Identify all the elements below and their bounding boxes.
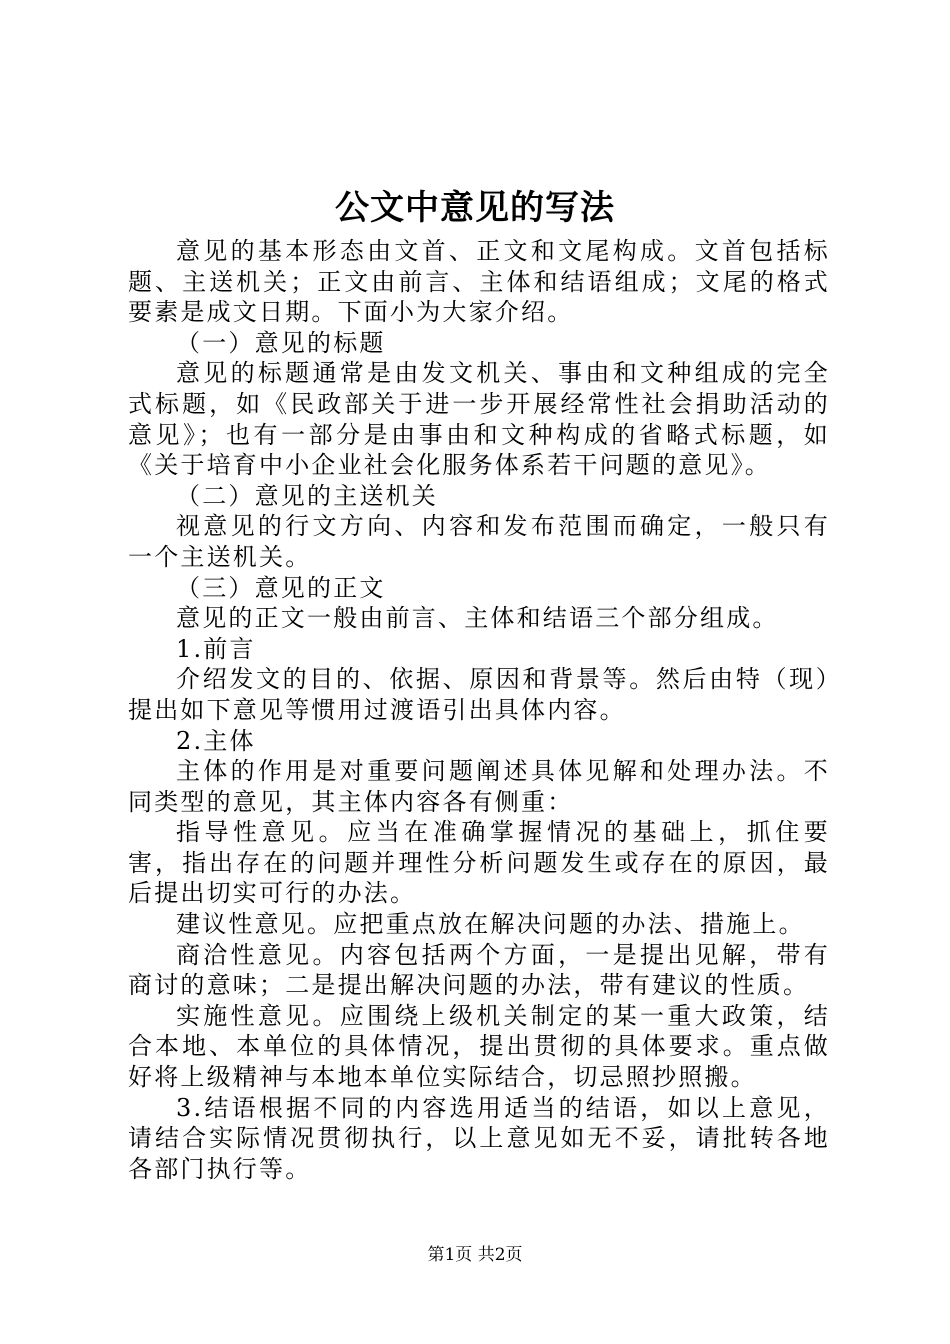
paragraph-consultative-opinion: 商洽性意见。内容包括两个方面，一是提出见解，带有商讨的意味；二是提出解决问题的办法，带有建议的性质。 <box>128 940 830 1000</box>
paragraph-conclusion: 3.结语根据不同的内容选用适当的结语，如以上意见，请结合实际情况贯彻执行，以上意见如无不妥，请批转各地各部门执行等。 <box>128 1093 830 1183</box>
paragraph-suggestive-opinion: 建议性意见。应把重点放在解决问题的办法、措施上。 <box>176 910 805 939</box>
subheading-preface: 1.前言 <box>176 634 256 663</box>
paragraph-body-desc: 意见的正文一般由前言、主体和结语三个部分组成。 <box>176 604 779 633</box>
section-heading-title: （一）意见的标题 <box>176 328 386 357</box>
paragraph-title-desc: 意见的标题通常是由发文机关、事由和文种组成的完全式标题，如《民政部关于进一步开展经常性社会捐助活动的意见》；也有一部分是由事由和文种构成的省略式标题，如《关于培育中小企业社会化服务体系若干问题的意见》。 <box>128 359 830 480</box>
section-heading-body: （三）意见的正文 <box>176 573 386 602</box>
section-heading-recipient: （二）意见的主送机关 <box>176 481 438 510</box>
paragraph-guiding-opinion: 指导性意见。应当在准确掌握情况的基础上，抓住要害，指出存在的问题并理性分析问题发生或存在的原因，最后提出切实可行的办法。 <box>128 818 830 908</box>
document-title: 公文中意见的写法 <box>335 188 615 228</box>
page-number-footer: 第1页 共2页 <box>427 1245 523 1265</box>
paragraph-main-desc: 主体的作用是对重要问题阐述具体见解和处理办法。不同类型的意见，其主体内容各有侧重： <box>128 757 830 816</box>
document-body <box>128 236 830 1184</box>
paragraph-intro: 意见的基本形态由文首、正文和文尾构成。文首包括标题、主送机关；正文由前言、主体和结语组成；文尾的格式要素是成文日期。下面小为大家介绍。 <box>128 237 830 327</box>
subheading-main: 2.主体 <box>176 726 256 755</box>
paragraph-preface-desc: 介绍发文的目的、依据、原因和背景等。然后由特（现）提出如下意见等惯用过渡语引出具体内容。 <box>128 665 830 724</box>
paragraph-recipient-desc: 视意见的行文方向、内容和发布范围而确定，一般只有一个主送机关。 <box>128 512 830 571</box>
paragraph-implementing-opinion: 实施性意见。应围绕上级机关制定的某一重大政策，结合本地、本单位的具体情况，提出贯彻的具体要求。重点做好将上级精神与本地本单位实际结合，切忌照抄照搬。 <box>128 1001 830 1092</box>
